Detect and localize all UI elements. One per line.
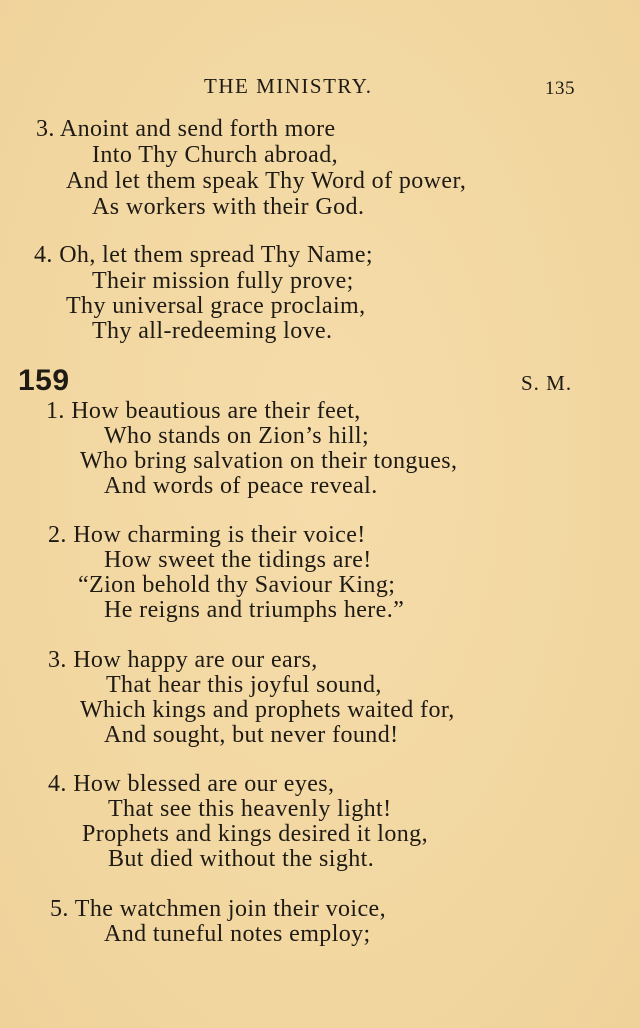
hymn158-verse3-line4: As workers with their God.: [92, 194, 365, 220]
hymn158-verse3-line3: And let them speak Thy Word of power,: [66, 168, 467, 194]
hymn159-verse4-line3: Prophets and kings desired it long,: [82, 821, 428, 847]
hymn159-verse3-line4: And sought, but never found!: [104, 722, 399, 748]
hymn159-verse2-line3: “Zion behold thy Saviour King;: [78, 572, 396, 598]
hymn159-verse3-line2: That hear this joyful sound,: [106, 672, 382, 698]
hymn159-verse1-line2: Who stands on Zion’s hill;: [104, 423, 370, 449]
hymn159-verse1-line3: Who bring salvation on their tongues,: [80, 448, 458, 474]
hymn158-verse4-line2: Their mission fully prove;: [92, 268, 354, 294]
hymn158-verse3-line2: Into Thy Church abroad,: [92, 142, 339, 168]
hymn159-verse3-line3: Which kings and prophets waited for,: [80, 697, 455, 723]
hymn159-verse1-line1: 1. How beautious are their feet,: [46, 398, 361, 424]
hymn159-verse5-line1: 5. The watchmen join their voice,: [50, 896, 386, 922]
hymn158-verse3-line1: 3. Anoint and send forth more: [36, 116, 336, 142]
hymn158-verse4-line1: 4. Oh, let them spread Thy Name;: [34, 242, 373, 268]
hymn159-verse2-line1: 2. How charming is their voice!: [48, 522, 366, 548]
page-number: 135: [545, 78, 575, 99]
hymn159-verse2-line4: He reigns and triumphs here.”: [104, 597, 405, 623]
hymn-number: 159: [18, 364, 70, 397]
hymn159-verse3-line1: 3. How happy are our ears,: [48, 647, 318, 673]
hymn158-verse4-line3: Thy universal grace proclaim,: [66, 293, 366, 319]
hymn159-verse4-line2: That see this heavenly light!: [108, 796, 392, 822]
hymn159-verse4-line4: But died without the sight.: [108, 846, 375, 872]
hymn159-verse5-line2: And tuneful notes employ;: [104, 921, 371, 947]
hymn159-verse2-line2: How sweet the tidings are!: [104, 547, 372, 573]
hymn158-verse4-line4: Thy all-redeeming love.: [92, 318, 333, 344]
running-title: THE MINISTRY.: [204, 74, 373, 98]
hymn-meter: S. M.: [521, 371, 573, 395]
hymn159-verse4-line1: 4. How blessed are our eyes,: [48, 771, 335, 797]
hymn159-verse1-line4: And words of peace reveal.: [104, 473, 378, 499]
